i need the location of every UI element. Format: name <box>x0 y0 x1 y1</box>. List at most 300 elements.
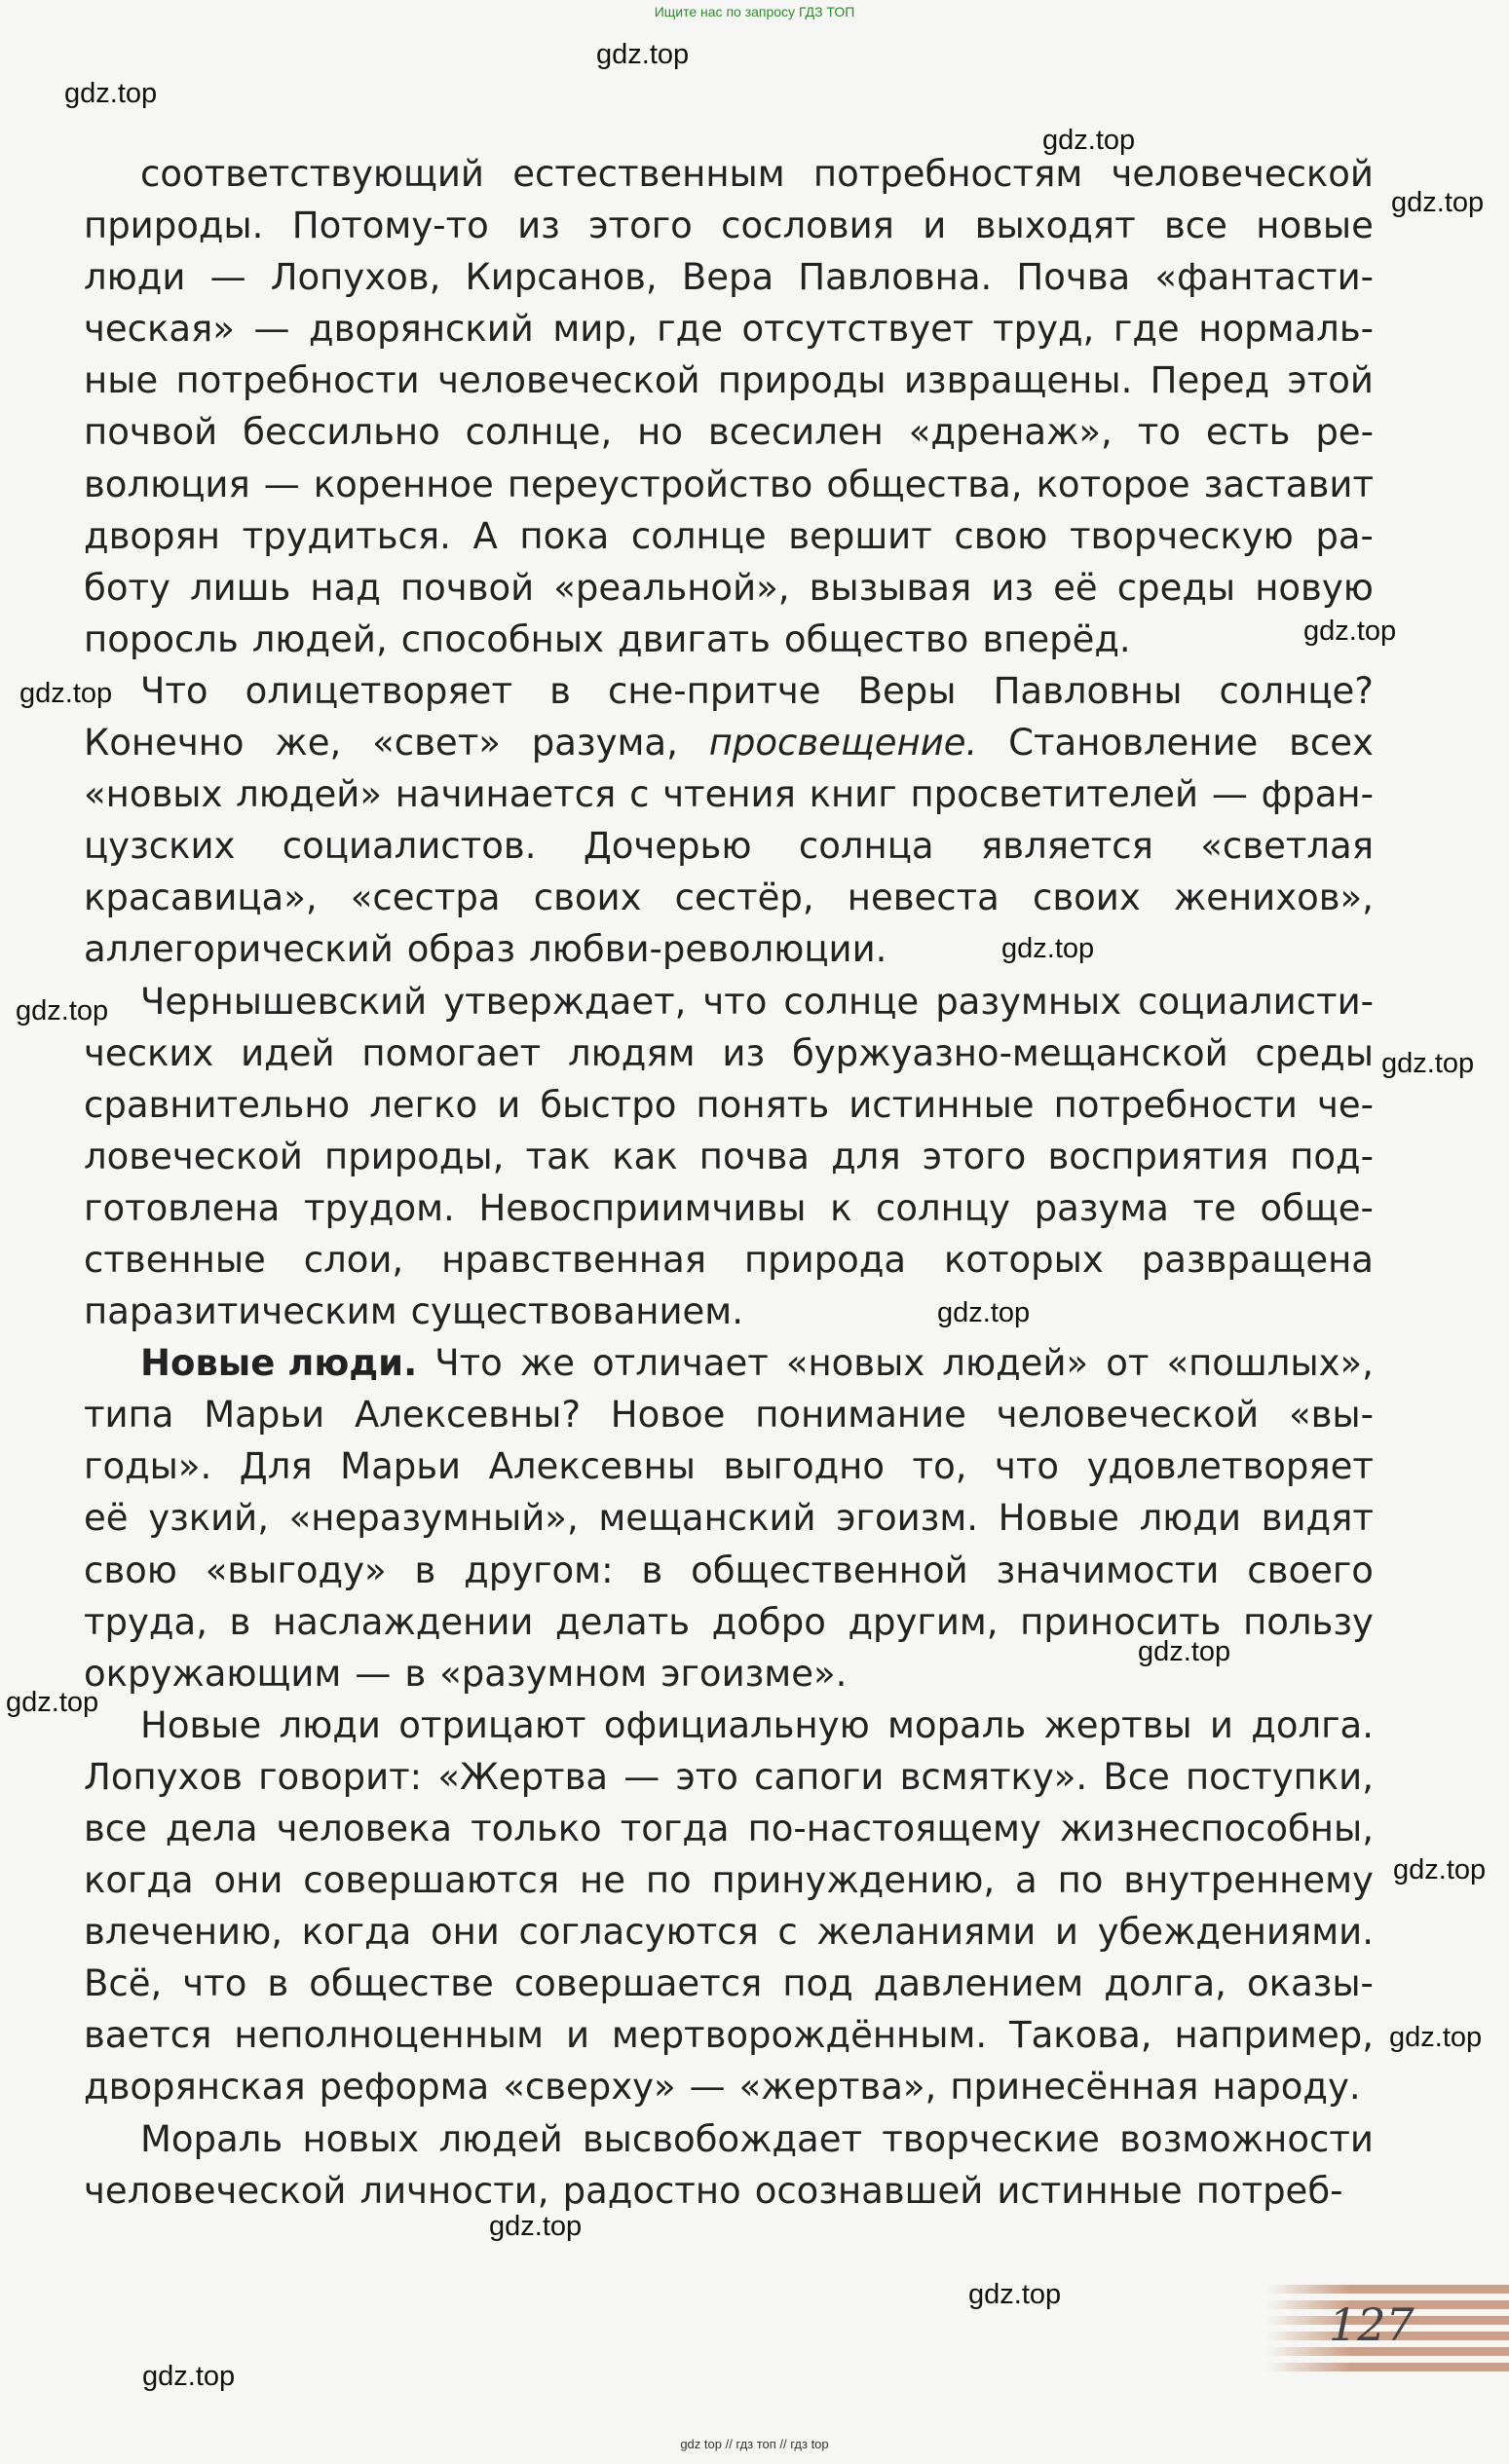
word: понимание <box>755 1394 966 1437</box>
word: осознавшей <box>754 2169 984 2212</box>
word: быстро <box>540 1083 677 1126</box>
word: потреб- <box>1195 2169 1343 2212</box>
word: естественным <box>512 153 785 195</box>
word: то, <box>912 1445 967 1488</box>
word: «светлая <box>1200 825 1374 868</box>
word: пользу <box>1243 1600 1374 1643</box>
word: же <box>519 1342 575 1385</box>
word: нормаль- <box>1198 308 1374 351</box>
word: готовлена <box>84 1186 281 1229</box>
word: же, <box>275 722 342 765</box>
word: обще- <box>1260 1186 1374 1229</box>
watermark: gdz.top <box>937 1297 1031 1328</box>
word: солнце <box>630 514 767 557</box>
word: природы <box>717 359 887 402</box>
word: радостно <box>562 2169 741 2212</box>
word: все <box>1163 205 1227 247</box>
word: что <box>182 1962 247 2005</box>
word: выгодно <box>723 1445 886 1488</box>
page-number-area <box>1266 2279 1509 2386</box>
word: коренное <box>313 463 494 505</box>
word: по <box>645 1859 692 1902</box>
word: поросль <box>84 617 239 660</box>
word: личности, <box>359 2169 549 2212</box>
text-line <box>84 820 1374 872</box>
word: — <box>689 2066 726 2109</box>
word: природы, <box>324 1135 505 1177</box>
word: труда, <box>84 1600 207 1643</box>
word: творческие <box>882 2117 1100 2160</box>
text-line <box>84 768 1374 820</box>
word: и <box>497 1083 521 1126</box>
watermark: gdz.top <box>1042 125 1136 156</box>
word: народу. <box>1212 2066 1361 2109</box>
word: внутреннему <box>1123 1859 1374 1902</box>
word: Невосприимчивы <box>478 1186 807 1229</box>
word: например, <box>1174 2014 1374 2057</box>
word: что <box>995 1445 1060 1488</box>
text-line <box>84 1699 1374 1751</box>
word: другим, <box>848 1600 999 1643</box>
word: Всё, <box>84 1962 163 2005</box>
paragraph <box>84 1699 1374 2113</box>
watermark: gdz.top <box>1391 187 1485 218</box>
word: общество <box>783 617 969 660</box>
word: они <box>430 1911 500 1954</box>
word: Такова, <box>1009 2014 1152 2057</box>
word: отсутствует <box>741 308 974 351</box>
word: истинные <box>997 2169 1183 2212</box>
word: которое <box>1036 463 1190 505</box>
word: тогда <box>620 1808 730 1849</box>
text-line <box>84 1389 1374 1440</box>
word: дворян <box>84 514 220 557</box>
word: разумных <box>935 980 1122 1023</box>
word: разума <box>1034 1186 1169 1229</box>
text-line <box>84 2165 1374 2217</box>
word: людей» <box>942 1342 1089 1385</box>
word: Что <box>140 669 208 712</box>
word: солнце, <box>465 411 613 454</box>
word: Что <box>434 1342 503 1385</box>
text-line <box>84 1958 1374 2009</box>
word: разума, <box>531 722 678 765</box>
word: природы. <box>84 205 264 247</box>
text-line <box>84 2009 1374 2061</box>
word: Алексевны <box>488 1445 696 1488</box>
word: Новые <box>998 1497 1119 1540</box>
word: как <box>612 1135 678 1177</box>
word: только <box>471 1808 602 1849</box>
word: образ <box>406 928 516 971</box>
word: в <box>229 1600 251 1643</box>
word: её <box>1053 566 1098 609</box>
word: развращена <box>1141 1238 1374 1281</box>
word: — <box>1211 773 1248 816</box>
word: мещанский <box>598 1497 816 1540</box>
word: истинные <box>849 1083 1035 1126</box>
text-line <box>84 665 1374 717</box>
word: обществе <box>309 1962 494 2005</box>
word: над <box>310 566 381 609</box>
word: жизнеспособны, <box>1059 1808 1374 1849</box>
text-line <box>84 1027 1374 1079</box>
page-text <box>84 148 1374 2217</box>
word: вершит <box>788 514 932 557</box>
word: солнце <box>783 980 920 1023</box>
word: по <box>1057 1859 1104 1902</box>
word: фран- <box>1261 773 1374 816</box>
word: сословия <box>721 205 894 247</box>
text-line <box>84 717 1374 768</box>
word: — <box>253 308 290 351</box>
word: «неразумный», <box>288 1497 579 1540</box>
word: люди <box>1139 1497 1241 1540</box>
word: вается <box>84 2014 212 2057</box>
word: человеческой <box>437 359 700 402</box>
word: способных <box>400 617 604 660</box>
word: новые <box>1256 205 1374 247</box>
word: боту <box>84 566 170 609</box>
text-line <box>84 406 1374 458</box>
word: извращены. <box>903 359 1133 402</box>
word: людям <box>568 1031 696 1074</box>
word: неполноценным <box>234 2014 545 2057</box>
word: Перед <box>1150 359 1270 402</box>
word: Новые <box>140 1703 262 1746</box>
word: невеста <box>847 877 1000 919</box>
word: почва <box>698 1135 810 1177</box>
watermark: gdz.top <box>1138 1636 1231 1667</box>
word: «новых <box>84 773 223 816</box>
word: потребности <box>175 359 420 402</box>
word: желаниями <box>816 1911 1037 1954</box>
word: когда <box>84 1859 194 1902</box>
word: — <box>263 463 300 505</box>
word: с <box>777 1911 798 1954</box>
word: которых <box>944 1238 1104 1281</box>
word: людей, <box>251 617 388 660</box>
word: в <box>404 1652 427 1695</box>
paragraph <box>84 148 1374 665</box>
word: и <box>1209 1703 1233 1746</box>
word: удовлетворяет <box>1086 1445 1374 1488</box>
word: «пошлых», <box>1166 1342 1374 1385</box>
word: Павловны <box>993 669 1183 712</box>
watermark: gdz.top <box>1389 2022 1483 2053</box>
word: Марьи <box>340 1445 462 1488</box>
word: поступки, <box>1185 1755 1374 1798</box>
word: сестёр, <box>674 877 814 919</box>
word: А <box>472 514 498 557</box>
word: и <box>565 2014 589 2057</box>
word: «вы- <box>1288 1394 1374 1437</box>
word: этого <box>588 205 693 247</box>
word: в <box>267 1962 289 2005</box>
word: долга. <box>1251 1703 1374 1746</box>
text-line <box>84 923 1374 975</box>
watermark: gdz.top <box>1001 933 1095 964</box>
word: человека <box>276 1808 453 1849</box>
word: природа <box>743 1238 907 1281</box>
word: человеческой <box>1111 153 1374 195</box>
word: своих <box>1033 877 1141 919</box>
word: «свет» <box>372 722 501 765</box>
text-line <box>84 148 1374 200</box>
word: люди <box>84 256 186 299</box>
word: сапоги <box>754 1755 885 1798</box>
word: «реальной», <box>553 566 790 609</box>
word: «фантасти- <box>1154 256 1374 299</box>
word: «разумном <box>439 1652 648 1695</box>
watermark: gdz.top <box>1303 616 1397 647</box>
word: соответствующий <box>140 153 484 195</box>
word: другом: <box>464 1549 614 1591</box>
word: солнце? <box>1219 669 1374 712</box>
word: че- <box>1317 1083 1374 1126</box>
word: оказы- <box>1246 1962 1374 2005</box>
word: по-настоящему <box>747 1808 1041 1849</box>
word: мир, <box>552 308 638 351</box>
word: почвой <box>399 566 535 609</box>
word: где <box>1113 308 1180 351</box>
watermark: gdz.top <box>968 2279 1062 2310</box>
text-line <box>84 2061 1374 2112</box>
word: в <box>414 1549 436 1591</box>
text-line <box>84 200 1374 251</box>
word: существованием. <box>410 1290 743 1333</box>
text-line <box>84 459 1374 510</box>
word: её <box>84 1497 129 1540</box>
word: ре- <box>1315 411 1374 454</box>
text-line <box>84 510 1374 562</box>
word: является <box>981 825 1153 868</box>
word: ческих <box>84 1031 214 1074</box>
word: отрицают <box>398 1703 586 1746</box>
paragraph <box>84 976 1374 1338</box>
text-line <box>84 1079 1374 1131</box>
text-line <box>84 355 1374 406</box>
word: эгоизм. <box>836 1497 978 1540</box>
word: реформа <box>319 2066 490 2109</box>
word: трудом. <box>303 1186 455 1229</box>
word: люди <box>279 1703 381 1746</box>
text-line <box>84 1906 1374 1958</box>
paragraph <box>84 665 1374 976</box>
word: Новое <box>610 1394 726 1437</box>
word: Для <box>239 1445 313 1488</box>
word: в <box>641 1549 663 1591</box>
word: приносить <box>1020 1600 1222 1643</box>
word: социалистов. <box>282 825 537 868</box>
word: они <box>213 1859 283 1902</box>
word: пока <box>519 514 610 557</box>
word: годы». <box>84 1445 212 1488</box>
word: «сверху» <box>503 2066 676 2109</box>
word: слои, <box>303 1238 404 1281</box>
word: «Жертва <box>437 1755 609 1798</box>
word: для <box>831 1135 901 1177</box>
word: жертвы <box>1043 1703 1192 1746</box>
word: Павловна. <box>798 256 993 299</box>
word: давлением <box>873 1962 1084 2005</box>
word: делать <box>555 1600 691 1643</box>
word: но <box>637 411 683 454</box>
word: Чернышевский <box>140 980 428 1023</box>
word: цузских <box>84 825 236 868</box>
word: просветителей <box>910 773 1199 816</box>
word: бессильно <box>243 411 440 454</box>
word: понять <box>696 1083 830 1126</box>
word: этого <box>922 1135 1027 1177</box>
watermark: gdz.top <box>1381 1048 1475 1079</box>
word: где <box>657 308 723 351</box>
word: значимости <box>996 1549 1220 1591</box>
word: возможности <box>1119 2117 1374 2160</box>
text-line <box>84 976 1374 1027</box>
text-line <box>84 1182 1374 1234</box>
word: дворянский <box>309 308 534 351</box>
word: Новые люди. <box>140 1342 418 1385</box>
word: восприятия <box>1047 1135 1269 1177</box>
word: людей» <box>236 773 382 816</box>
text-line <box>84 1286 1374 1337</box>
word: с <box>629 773 650 816</box>
word: «выгоду» <box>205 1549 387 1591</box>
word: официальную <box>603 1703 870 1746</box>
word: красавица», <box>84 877 318 919</box>
word: эгоизме». <box>660 1652 848 1695</box>
word: высвобождает <box>582 2117 863 2160</box>
word: свою <box>954 514 1048 557</box>
word: ные <box>84 359 159 402</box>
word: дворянская <box>84 2066 306 2109</box>
word: принуждению, <box>711 1859 996 1902</box>
watermark: gdz.top <box>6 1687 99 1718</box>
word: сне-притче <box>608 669 821 712</box>
word: принесённая <box>950 2066 1199 2109</box>
text-line <box>84 872 1374 923</box>
word: свою <box>84 1549 177 1591</box>
word: и <box>923 205 947 247</box>
word: чтения <box>662 773 796 816</box>
word: — <box>623 1755 660 1798</box>
text-line <box>84 1131 1374 1182</box>
text-line <box>84 1803 1374 1854</box>
watermark: gdz.top <box>142 2361 236 2392</box>
text-line <box>84 1854 1374 1906</box>
word: Алексевны? <box>354 1394 581 1437</box>
word: что <box>702 980 768 1023</box>
word: не <box>580 1859 625 1902</box>
word: общества, <box>826 463 1023 505</box>
word: солнцу <box>876 1186 1010 1229</box>
word: есть <box>1205 411 1291 454</box>
footer-note: gdz top // гдз топ // гдз top <box>680 2437 829 2451</box>
word: из <box>991 566 1035 609</box>
word: всесилен <box>707 411 884 454</box>
word: когда <box>301 1911 412 1954</box>
word: легко <box>369 1083 478 1126</box>
word: ра- <box>1315 514 1374 557</box>
word: нравственная <box>441 1238 707 1281</box>
watermark: gdz.top <box>596 39 690 70</box>
word: типа <box>84 1394 174 1437</box>
word: мораль <box>887 1703 1027 1746</box>
word: людей <box>438 2117 563 2160</box>
word: «новых <box>785 1342 925 1385</box>
word: аллегорический <box>84 928 394 971</box>
word: сравнительно <box>84 1083 351 1126</box>
word: согласуются <box>518 1911 759 1954</box>
word: просвещение. <box>708 722 978 765</box>
word: начинается <box>395 773 617 816</box>
word: ческая» <box>84 308 235 351</box>
word: долга, <box>1104 1962 1226 2005</box>
word: говорит: <box>258 1755 423 1798</box>
word: Марьи <box>204 1394 325 1437</box>
word: все <box>84 1808 147 1849</box>
watermark: gdz.top <box>1393 1854 1487 1885</box>
text-line <box>84 1492 1374 1544</box>
watermark: gdz.top <box>489 2211 583 2242</box>
word: добро <box>711 1600 826 1643</box>
word: женихов», <box>1173 877 1374 919</box>
word: потребности <box>1053 1083 1298 1126</box>
text-line <box>84 1440 1374 1492</box>
word: под- <box>1290 1135 1374 1177</box>
word: этой <box>1287 359 1374 402</box>
word: почвой <box>84 411 218 454</box>
word: под <box>782 1962 853 2005</box>
page-number: 127 <box>1329 2298 1415 2351</box>
text-line <box>84 1545 1374 1596</box>
text-line <box>84 614 1374 665</box>
word: к <box>830 1186 852 1229</box>
word: а <box>1015 1859 1037 1902</box>
word: двигать <box>617 617 771 660</box>
word: это <box>675 1755 738 1798</box>
text-line <box>84 303 1374 355</box>
word: совершаются <box>303 1859 560 1902</box>
watermark: gdz.top <box>16 995 109 1027</box>
word: помогает <box>361 1031 542 1074</box>
word: Потому-то <box>291 205 489 247</box>
word: Кирсанов, <box>465 256 658 299</box>
word: заставит <box>1203 463 1374 505</box>
word: утверждает, <box>443 980 687 1023</box>
word: идей <box>241 1031 335 1074</box>
word: ственные <box>84 1238 266 1281</box>
word: вперёд. <box>982 617 1131 660</box>
word: те <box>1192 1186 1236 1229</box>
header-note: Ищите нас по запросу ГДЗ ТОП <box>654 4 855 19</box>
word: среды <box>1255 1031 1374 1074</box>
word: всех <box>1289 722 1374 765</box>
word: солнца <box>798 825 934 868</box>
word: лишь <box>189 566 291 609</box>
paragraph <box>84 2113 1374 2217</box>
watermark: gdz.top <box>19 678 113 709</box>
word: узкий, <box>148 1497 269 1540</box>
word: «жертва», <box>738 2066 937 2109</box>
word: убеждениями. <box>1097 1911 1374 1954</box>
word: паразитическим <box>84 1290 397 1333</box>
word: труд, <box>993 308 1095 351</box>
word: — <box>209 256 246 299</box>
word: «сестра <box>350 877 501 919</box>
text-line <box>84 562 1374 614</box>
